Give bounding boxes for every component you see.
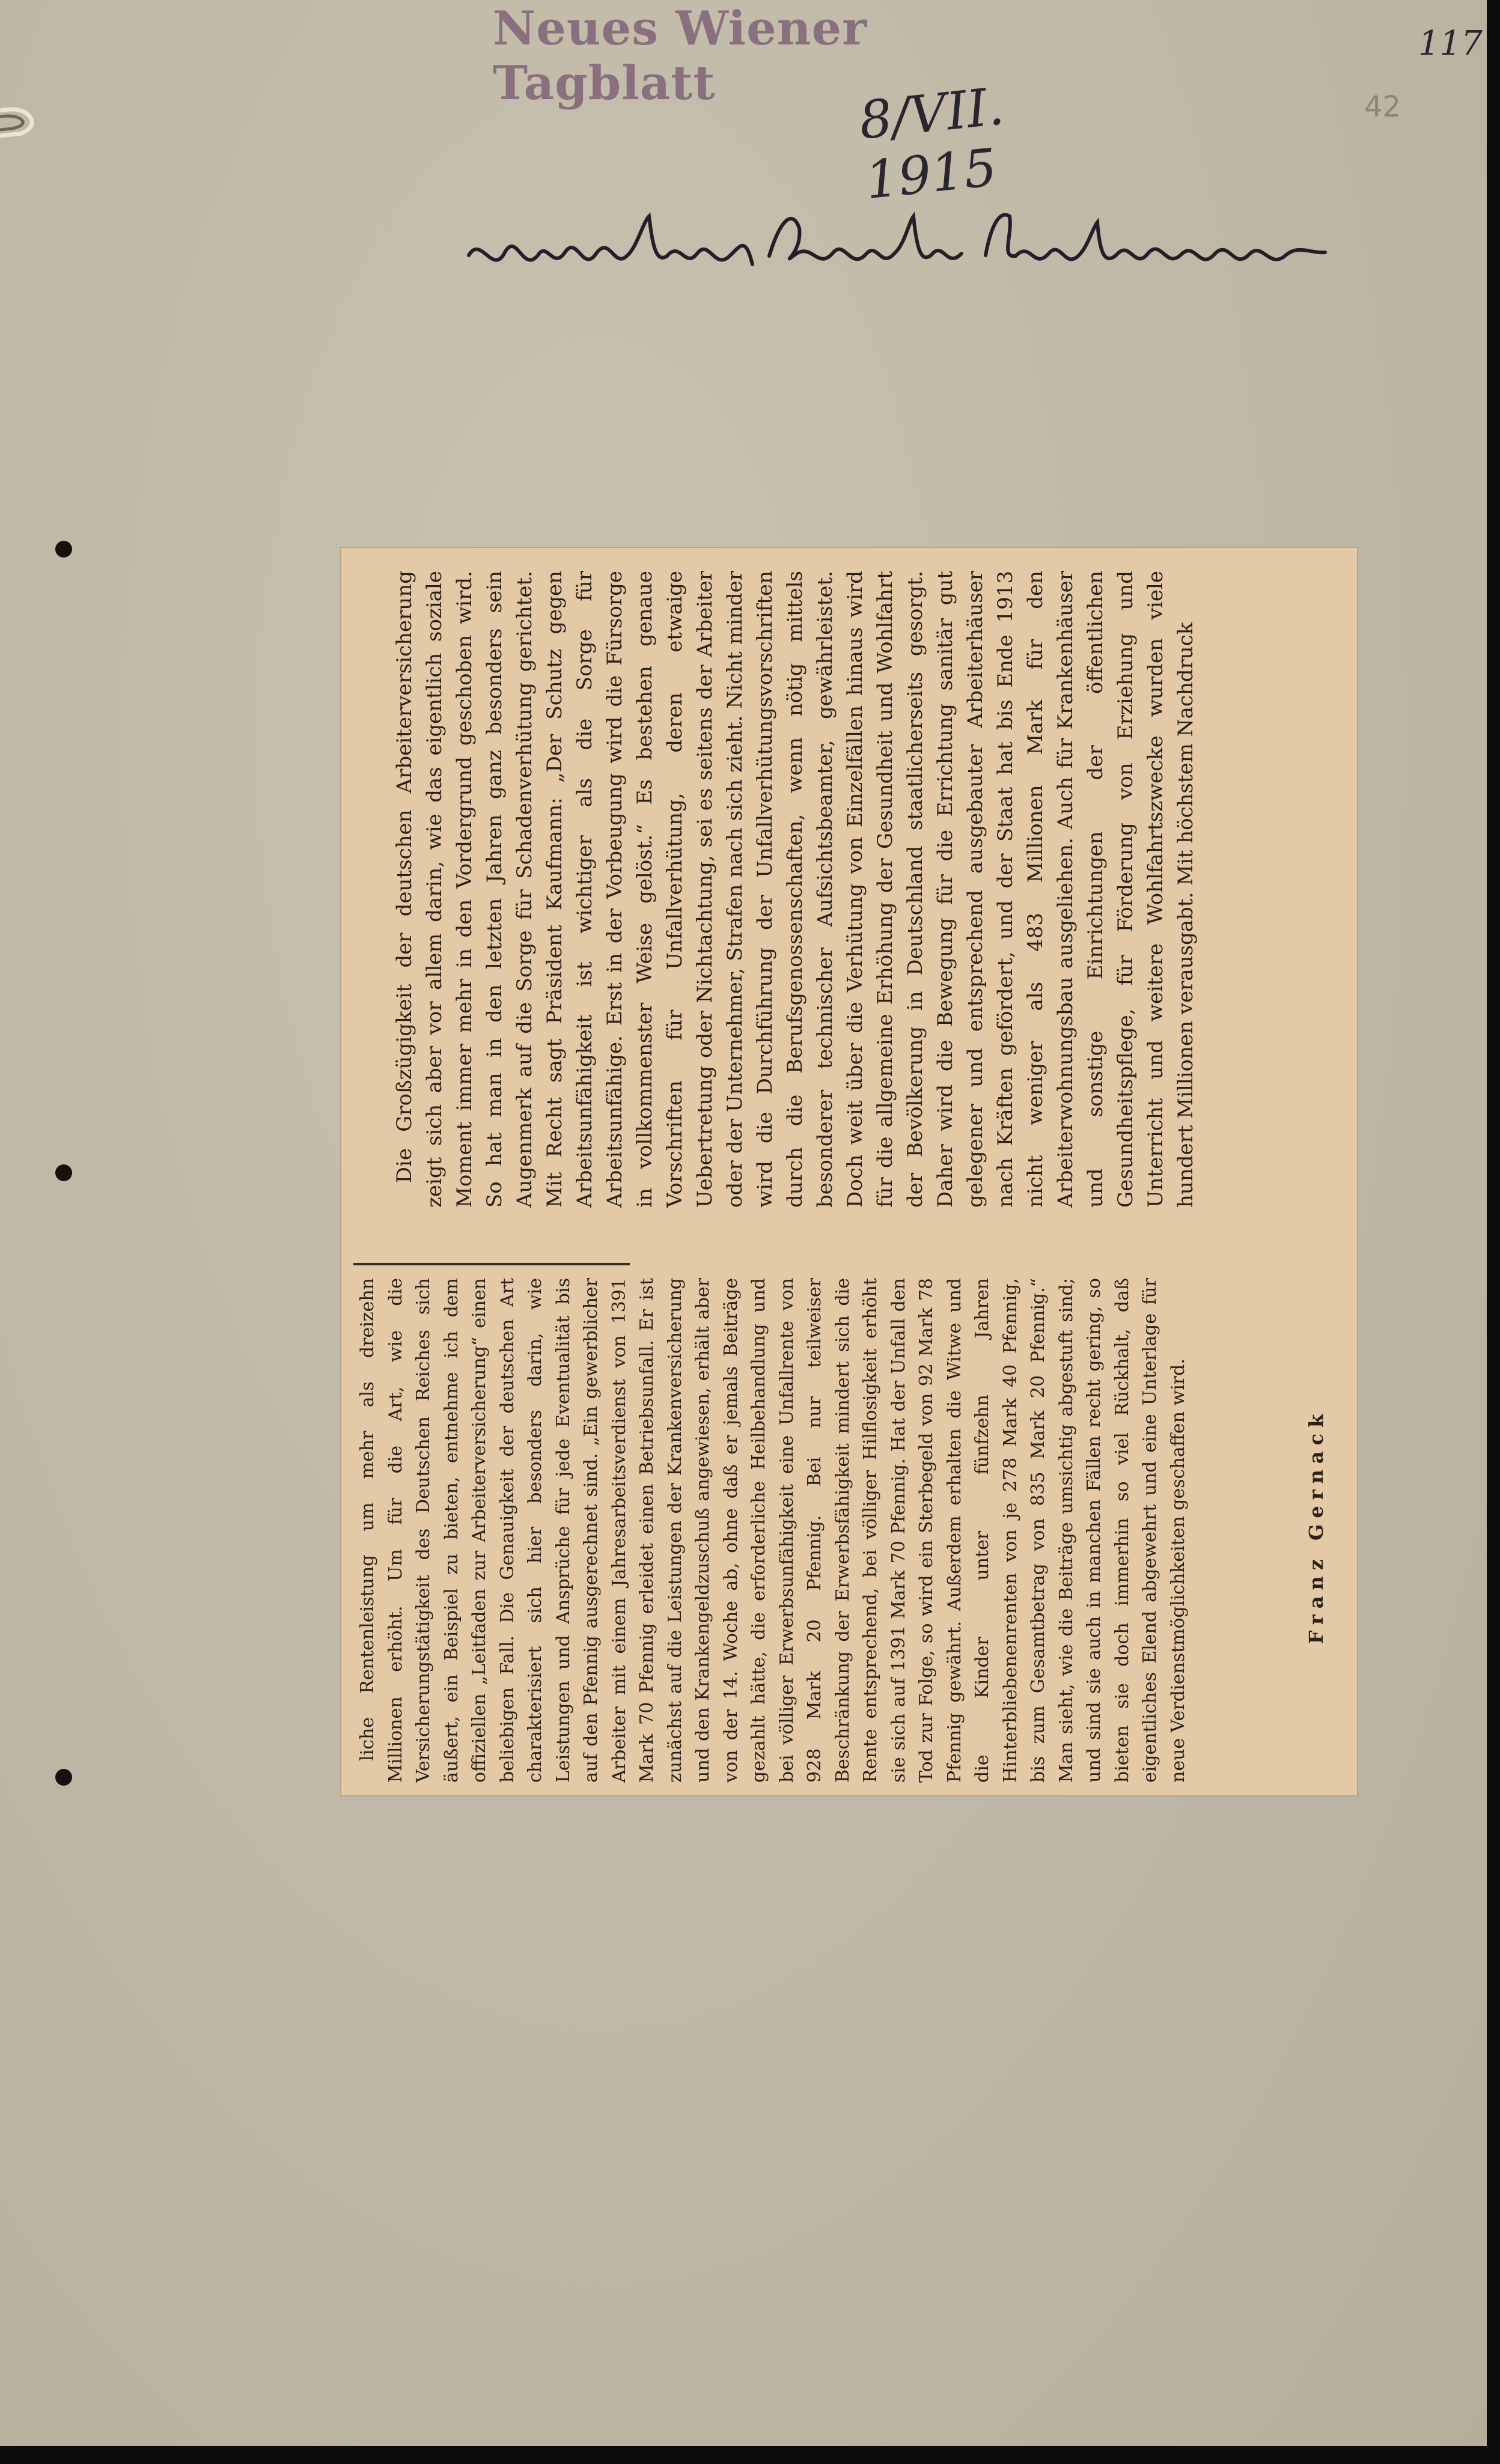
scan-border-bottom xyxy=(0,2446,1500,2464)
newspaper-stamp: Neues Wiener Tagblatt xyxy=(493,1,868,111)
article-column-1 xyxy=(349,1272,1189,1789)
column-divider xyxy=(353,1263,630,1265)
handwritten-title xyxy=(457,198,1334,288)
binder-clip-icon xyxy=(0,103,42,142)
handwritten-date: 8/VII. 1915 xyxy=(856,76,1007,211)
article-column-2 xyxy=(356,559,1360,1220)
pencil-number: 42 xyxy=(1364,90,1401,124)
punch-hole xyxy=(55,541,72,558)
column-1-text: liche Rentenleistung um mehr als dreizehn Millionen erhöht. Um für die Art, wie die Versicherungstätigkeit des Deutschen Reiches sich äußert, ein Beispiel zu bieten, entnehme ich dem offiziellen „Leitfaden zur Arbeiterversicherung“ einen beliebigen Fall. Die Genauigkeit der deutschen Art charakterisiert sich hier besonders darin, wie Leistungen und Ansprüche für jede Eventualität bis auf den Pfennig ausgerechnet sind. „Ein gewerblicher Arbeiter mit einem Jahresarbeitsverdienst von 1391 Mark 70 Pfennig erleidet einen Betriebsunfall. Er ist zunächst auf die Leistungen der Krankenversicherung und den Krankengeldzuschuß angewiesen, erhält aber von der 14. Woche ab, ohne daß er jemals Beiträge gezahlt hätte, die erforderliche Heilbehandlung und bei völliger Erwerbsunfähigkeit eine Unfallrente von 928 Mark 20 Pfennig. Bei nur teilweiser Beschränkung der Erwerbsfähigkeit mindert sich die Rente entsprechend, bei völliger Hilflosigkeit erhöht sie sich auf 1391 Mark 70 Pfennig. Hat der Unfall den Tod zur Folge, so wird ein Sterbegeld von 92 Mark 78 Pfennig gewährt. Außerdem erhalten die Witwe und die Kinder unter fünfzehn Jahren Hinterbliebenenrenten von je 278 Mark 40 Pfennig, bis zum Gesamtbetrag von 835 Mark 20 Pfennig.“ Man sieht, wie die Beiträge umsichtig abgestuft sind; und sind sie auch in manchen Fällen recht gering, so bieten sie doch immerhin so viel Rückhalt, daß eigentliches Elend abgewehrt und eine Unterlage für neue Verdienstmöglichkeiten geschaffen wird. xyxy=(357,1278,1189,1783)
punch-hole xyxy=(55,1769,72,1786)
newspaper-clipping xyxy=(341,548,1357,1795)
punch-hole xyxy=(55,1164,72,1181)
column-2-text: Die Großzügigkeit der deutschen Arbeiterversicherung zeigt sich aber vor allem darin, wie das eigentlich soziale Moment immer mehr in den Vordergrund geschoben wird. So hat man in den letzten Jahren ganz besonders sein Augenmerk auf die Sorge für Schadenverhütung gerichtet. Mit Recht sagt Präsident Kaufmann: „Der Schutz gegen Arbeitsunfähigkeit ist wichtiger als die Sorge für Arbeitsunfähige. Erst in der Vorbeugung wird die Fürsorge in vollkommenster Weise gelöst.“ Es bestehen genaue Vorschriften für Unfallverhütung, deren etwaige Uebertretung oder Nichtachtung, sei es seitens der Arbeiter oder der Unternehmer, Strafen nach sich zieht. Nicht minder wird die Durchführung der Unfallverhütungsvorschriften durch die Berufsgenossenschaften, wenn nötig mittels besonderer technischer Aufsichtsbeamter, gewährleistet. Doch weit über die Verhütung von Einzelfällen hinaus wird für die allgemeine Erhöhung der Gesundheit und Wohlfahrt der Bevölkerung in Deutschland staatlicherseits gesorgt. Daher wird die Bewegung für die Errichtung sanitär gut gelegener und entsprechend ausgebauter Arbeiterhäuser nach Kräften gefördert, und der Staat hat bis Ende 1913 nicht weniger als 483 Millionen Mark für den Arbeiterwohnungsbau ausgeliehen. Auch für Krankenhäuser und sonstige Einrichtungen der öffentlichen Gesundheitspflege, für Förderung von Erziehung und Unterricht und weitere Wohlfahrtszwecke wurden viele hundert Millionen verausgabt. Mit höchstem Nachdruck xyxy=(392,571,1198,1208)
folio-number: 117 xyxy=(1418,24,1483,63)
scan-border-right xyxy=(1487,0,1500,2464)
author-signature: Franz Gernack xyxy=(1305,1408,1328,1644)
